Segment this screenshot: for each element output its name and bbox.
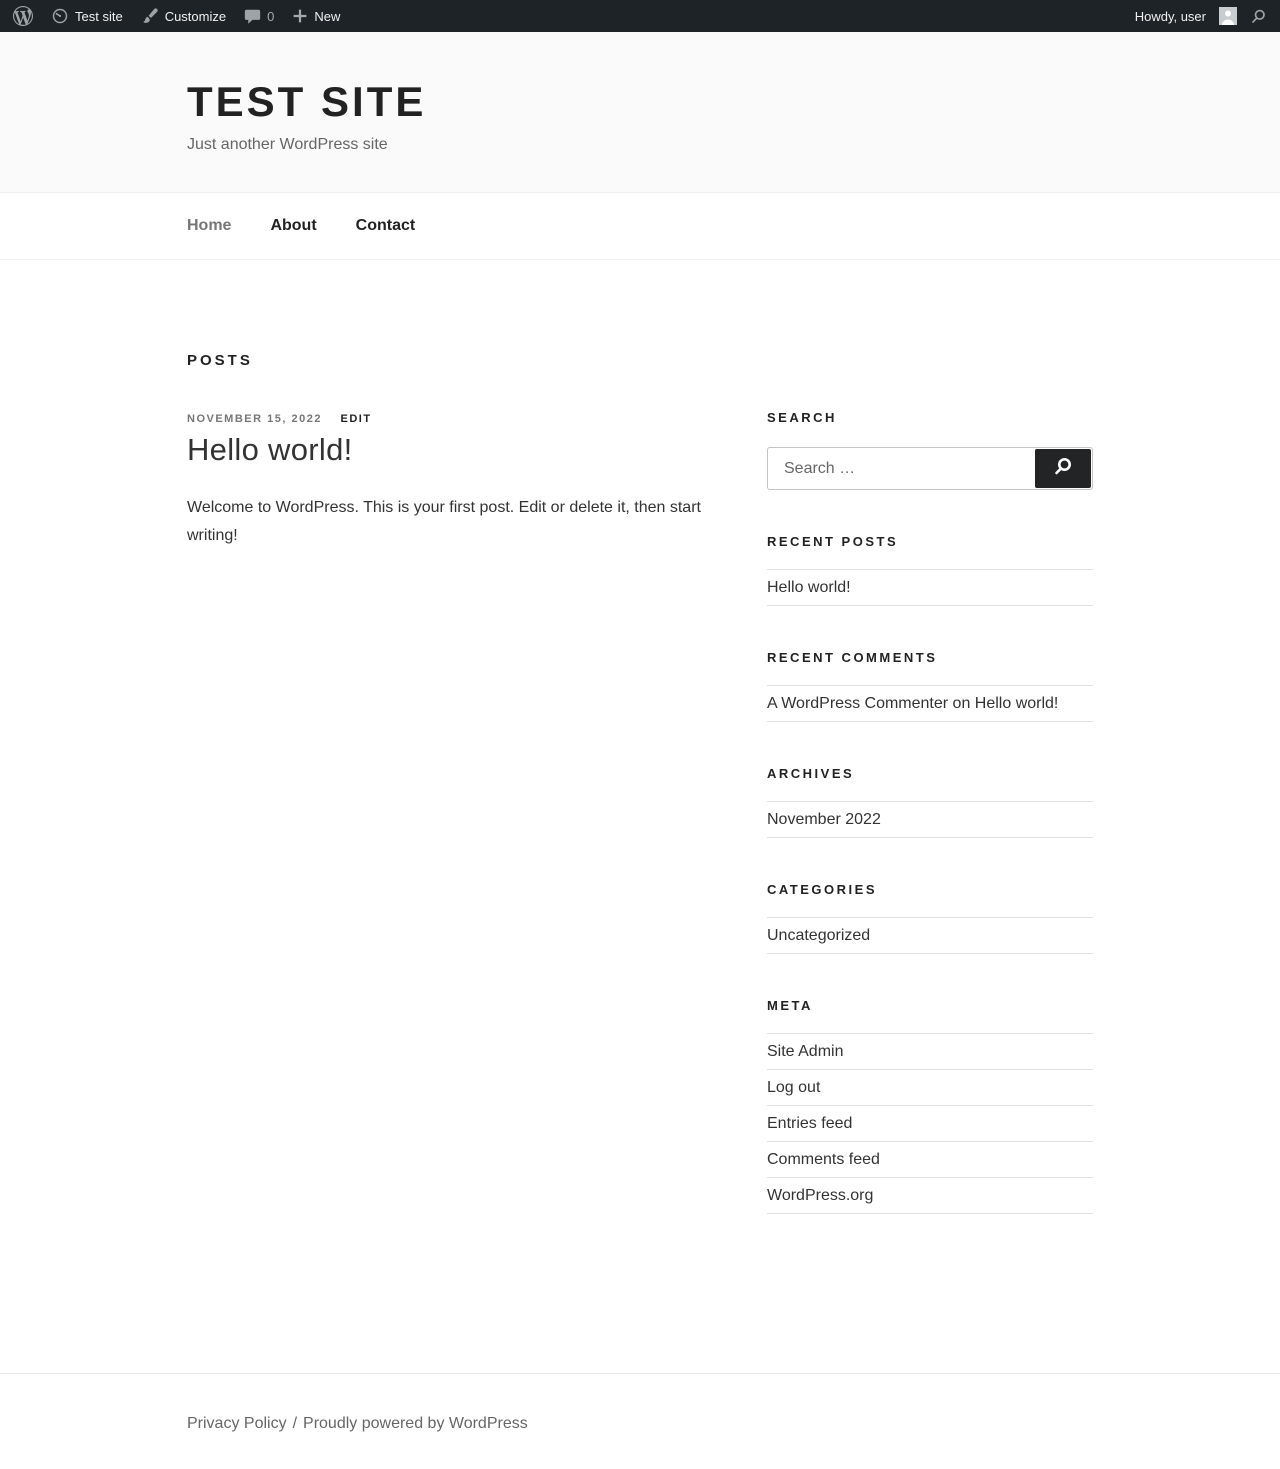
recent-posts-title: RECENT POSTS	[767, 534, 899, 549]
list-item	[767, 1142, 1093, 1178]
post-body: Welcome to WordPress. This is your first post. Edit or delete it, then start writing!	[187, 499, 701, 544]
site-title	[187, 78, 1093, 126]
recent-comments-title: RECENT COMMENTS	[767, 650, 938, 665]
nav-item-contact[interactable]: Contact	[355, 217, 416, 234]
top-navigation	[0, 192, 1280, 260]
list-item	[767, 1106, 1093, 1142]
nav-item-about[interactable]: About	[270, 217, 317, 234]
paintbrush-icon	[141, 7, 159, 25]
comment-author-link[interactable]: A WordPress Commenter	[767, 695, 949, 712]
recent-posts-list	[767, 569, 1093, 606]
sidebar	[767, 410, 1093, 1258]
user-avatar	[1219, 7, 1237, 25]
wordpress-logo-icon	[13, 6, 33, 26]
nav-item-home[interactable]: Home	[187, 217, 232, 234]
post-title-link[interactable]: Hello world!	[187, 432, 353, 467]
site-branding	[187, 32, 1093, 192]
meta-title: META	[767, 998, 813, 1013]
post-article	[187, 413, 721, 549]
page-title: POSTS	[187, 352, 253, 369]
post-date-link[interactable]: NOVEMBER 15, 2022	[187, 413, 322, 425]
archive-link[interactable]: November 2022	[767, 811, 881, 828]
admin-bar-site-name[interactable]	[42, 0, 132, 32]
admin-bar-comments[interactable]	[235, 0, 283, 32]
post-edit-link[interactable]: EDIT	[340, 413, 372, 425]
list-item	[767, 570, 1093, 606]
new-label: New	[314, 8, 341, 24]
comment-connector: on	[948, 695, 975, 712]
categories-list	[767, 917, 1093, 954]
admin-bar-right	[1126, 0, 1276, 32]
category-link[interactable]: Uncategorized	[767, 927, 871, 944]
recent-comments-widget	[767, 650, 1093, 722]
wp-logo-menu[interactable]	[4, 0, 42, 32]
categories-widget	[767, 882, 1093, 954]
howdy-greeting: Howdy, user	[1134, 8, 1206, 24]
admin-bar	[0, 0, 1280, 32]
list-item	[767, 802, 1093, 838]
list-item	[767, 1034, 1093, 1070]
nav-item	[187, 217, 231, 235]
admin-bar-site-label: Test site	[75, 8, 123, 24]
comment-bubble-icon	[244, 8, 261, 25]
admin-bar-customize[interactable]	[132, 0, 235, 32]
meta-list	[767, 1033, 1093, 1214]
meta-wordpress-org-link[interactable]: WordPress.org	[767, 1187, 874, 1204]
categories-title: CATEGORIES	[767, 882, 877, 897]
footer-text	[187, 1374, 1093, 1469]
meta-log-out-link[interactable]: Log out	[767, 1079, 821, 1096]
meta-entries-feed-link[interactable]: Entries feed	[767, 1115, 853, 1132]
admin-bar-account[interactable]	[1126, 0, 1241, 32]
admin-bar-search-button[interactable]	[1241, 0, 1276, 32]
archives-widget	[767, 766, 1093, 838]
posts-column	[187, 352, 721, 1258]
nav-item	[270, 217, 316, 235]
list-item	[767, 1178, 1093, 1214]
list-item	[767, 1070, 1093, 1106]
search-icon	[1250, 8, 1267, 25]
meta-widget	[767, 998, 1093, 1214]
site-title-link[interactable]: TEST SITE	[187, 78, 427, 125]
comment-post-link[interactable]: Hello world!	[974, 695, 1059, 712]
site-footer	[0, 1373, 1280, 1469]
entry-meta	[187, 413, 721, 425]
dashboard-gauge-icon	[51, 7, 69, 25]
list-item	[767, 686, 1093, 722]
privacy-policy-link[interactable]: Privacy Policy	[187, 1415, 287, 1432]
recent-post-link[interactable]: Hello world!	[767, 579, 851, 596]
search-icon	[1052, 456, 1074, 481]
admin-bar-new[interactable]	[283, 0, 349, 32]
search-submit-button[interactable]	[1035, 449, 1091, 488]
comment-count: 0	[267, 8, 275, 24]
site-header	[0, 32, 1280, 192]
archives-list	[767, 801, 1093, 838]
powered-by-link[interactable]: Proudly powered by WordPress	[303, 1415, 528, 1432]
footer-separator: /	[292, 1415, 298, 1432]
search-form	[767, 447, 1093, 490]
site-tagline: Just another WordPress site	[187, 136, 388, 153]
list-item	[767, 918, 1093, 954]
plus-icon	[292, 8, 308, 24]
search-widget-title: SEARCH	[767, 410, 837, 425]
site-content	[187, 260, 1093, 1373]
meta-site-admin-link[interactable]: Site Admin	[767, 1043, 844, 1060]
nav-item	[356, 217, 416, 235]
archives-title: ARCHIVES	[767, 766, 855, 781]
customize-label: Customize	[164, 8, 227, 24]
search-widget	[767, 410, 1093, 490]
recent-comments-list	[767, 685, 1093, 722]
meta-comments-feed-link[interactable]: Comments feed	[767, 1151, 880, 1168]
post-title	[187, 432, 721, 468]
recent-posts-widget	[767, 534, 1093, 606]
nav-menu	[187, 193, 1093, 259]
